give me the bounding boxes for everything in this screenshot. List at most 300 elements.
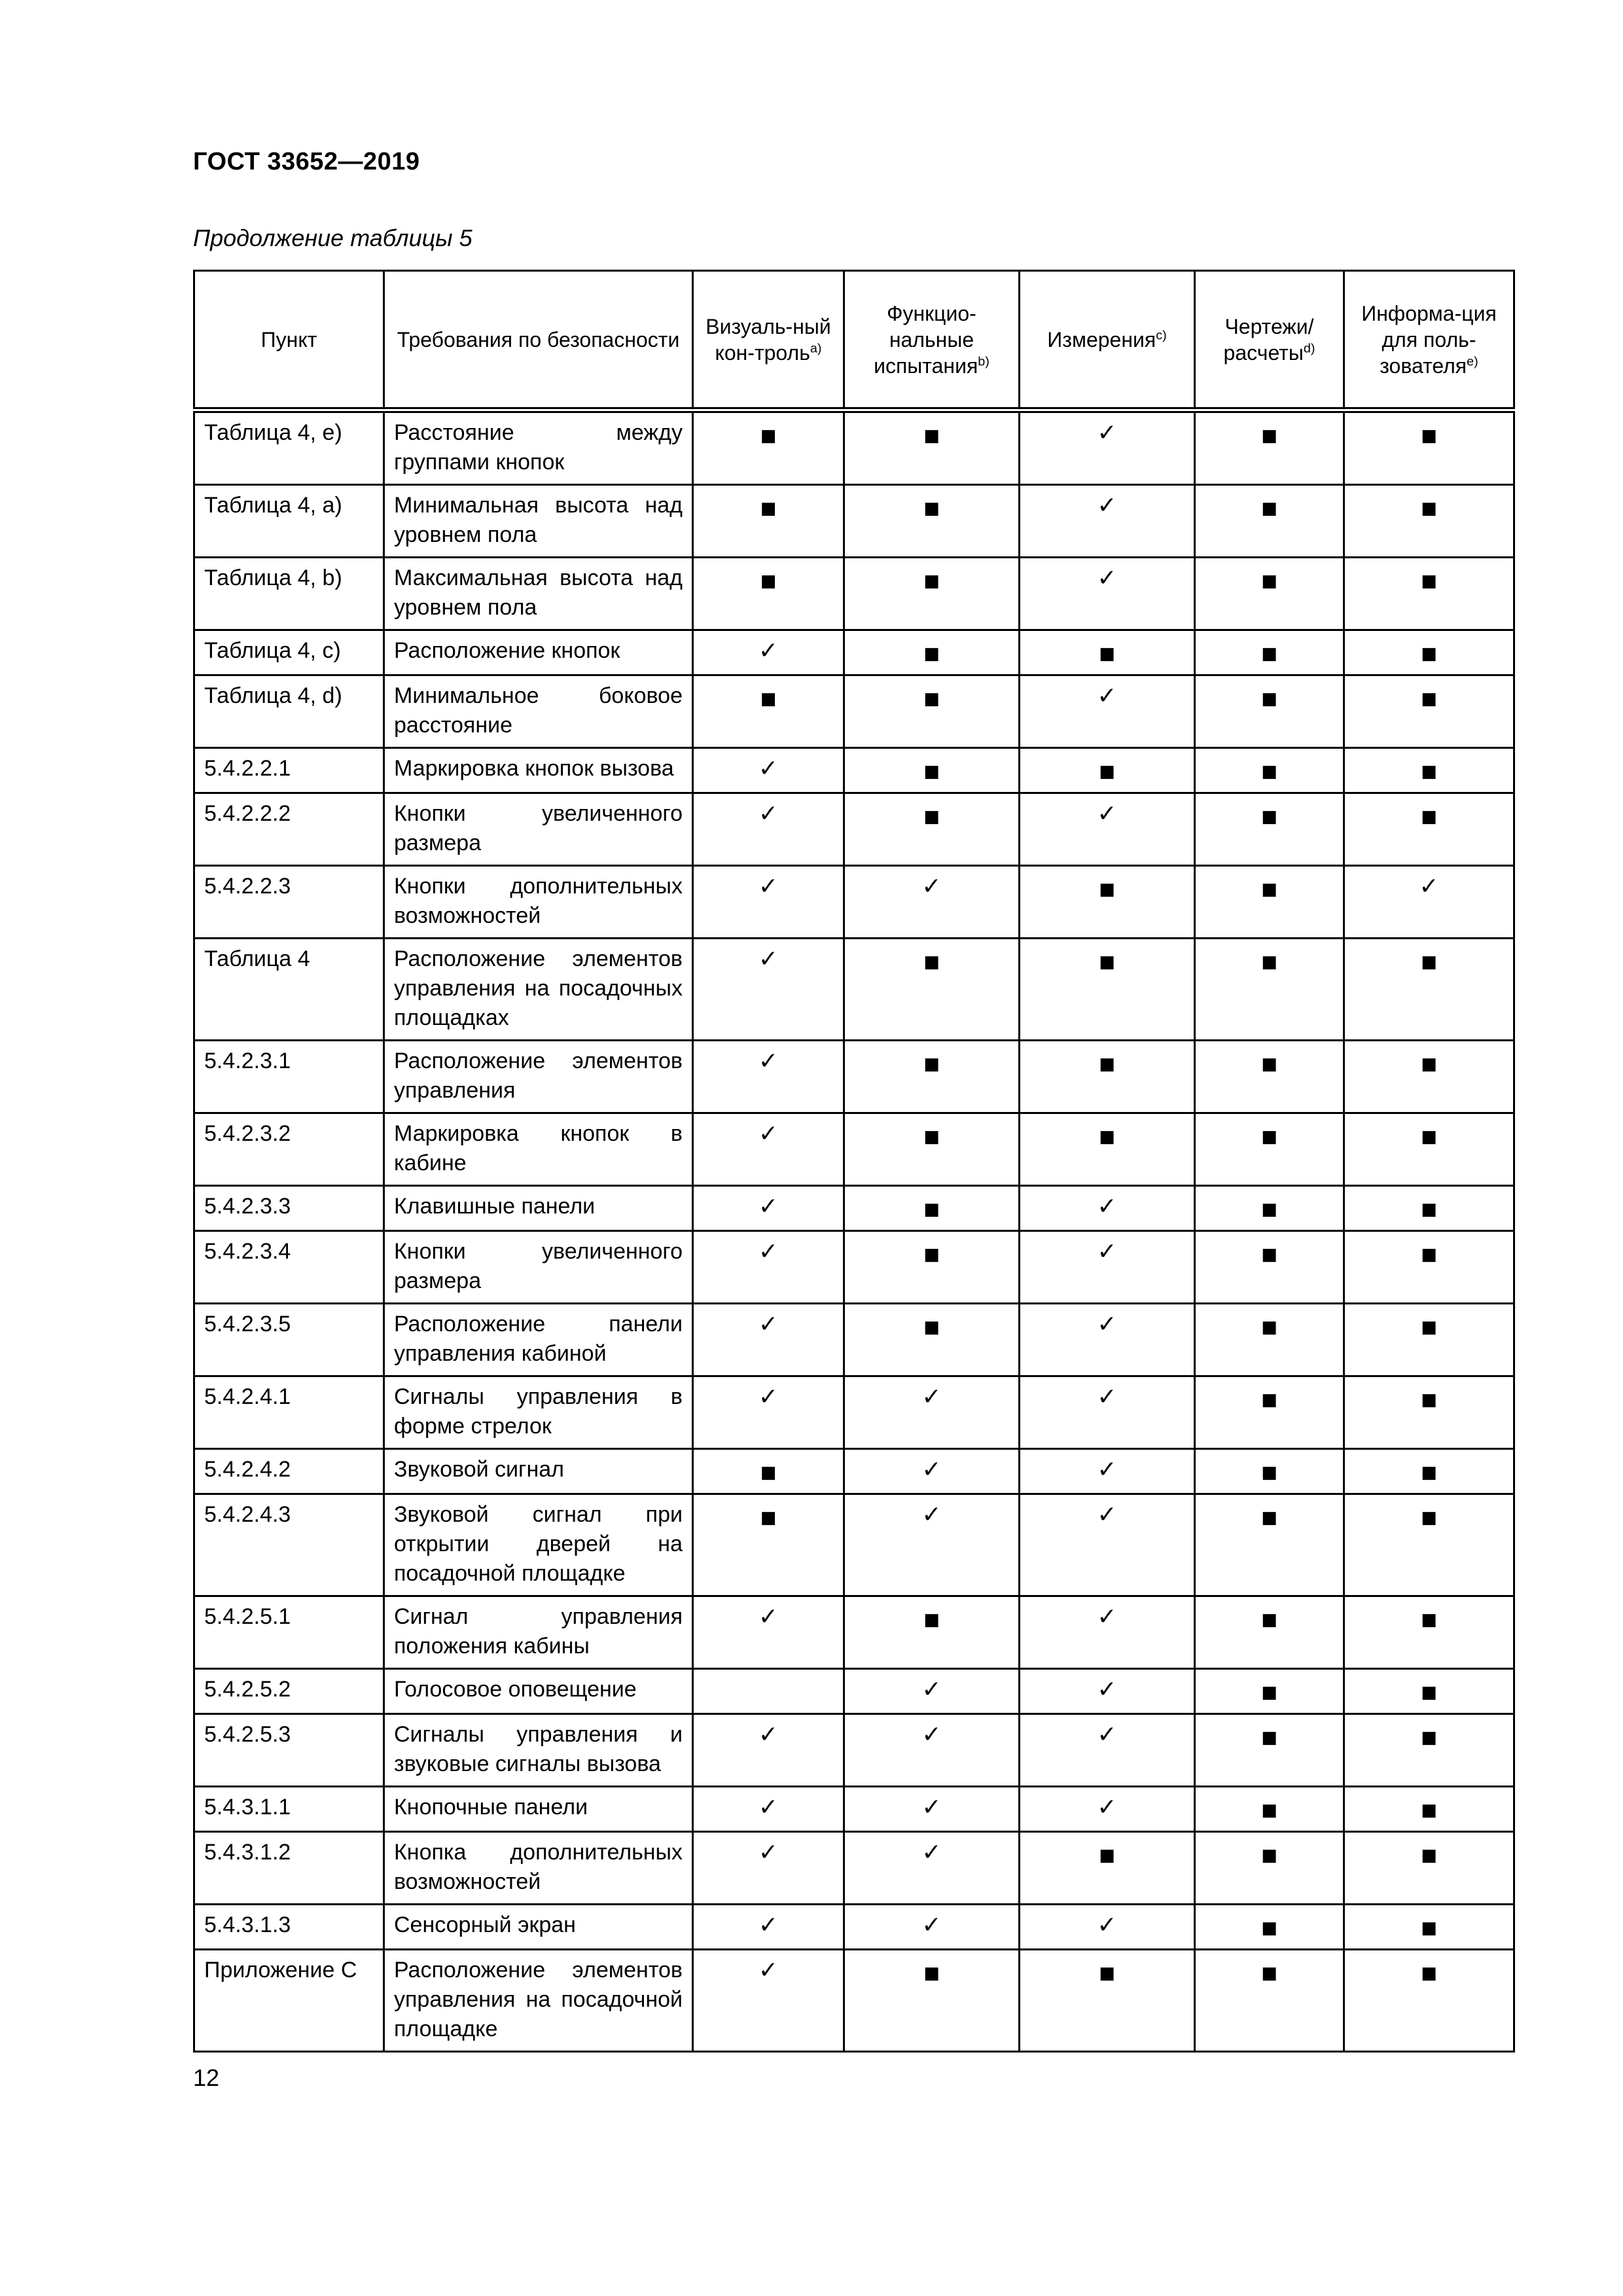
requirement-cell: Минимальная высота над уровнем пола [384,485,693,558]
requirement-cell: Кнопки увеличенного размера [384,1231,693,1304]
filled-square-icon: ■ [1099,952,1115,972]
mark-cell-functional [844,1113,1020,1186]
requirement-cell: Расстояние между группами кнопок [384,410,693,485]
filled-square-icon: ■ [1261,426,1277,446]
checkmark-icon: ✓ [758,946,779,973]
clause-cell: 5.4.2.5.1 [194,1596,384,1669]
requirement-cell: Маркировка кнопок вызова [384,748,693,793]
checkmark-icon: ✓ [758,1238,779,1265]
column-header-requirements: Требования по безопасности [384,271,693,410]
mark-cell-measurement [1020,1186,1195,1231]
requirement-cell: Расположение элементов управления [384,1041,693,1113]
mark-cell-drawings [1195,1186,1344,1231]
checkmark-icon: ✓ [758,1193,779,1220]
checkmark-icon: ✓ [1097,1384,1117,1410]
filled-square-icon: ■ [1421,1801,1437,1820]
checkmark-icon: ✓ [921,1676,942,1703]
mark-cell-functional [844,485,1020,558]
checkmark-icon: ✓ [758,755,779,782]
filled-square-icon: ■ [923,1127,940,1147]
mark-cell-measurement [1020,939,1195,1041]
mark-cell-drawings [1195,1669,1344,1714]
mark-cell-functional [844,1304,1020,1376]
table-row [194,793,1514,866]
filled-square-icon: ■ [1261,1245,1277,1265]
mark-cell-visual [693,1041,844,1113]
filled-square-icon: ■ [1421,762,1437,781]
clause-cell: 5.4.2.3.4 [194,1231,384,1304]
filled-square-icon: ■ [923,426,940,446]
checkmark-icon: ✓ [1097,1311,1117,1338]
mark-cell-functional [844,1041,1020,1113]
column-header-visual: Визуаль-ный кон-троль$^{a)}$ [693,271,844,410]
mark-cell-measurement [1020,1596,1195,1669]
column-header-functional: Функцио-нальные испытания$^{b)}$ [844,271,1020,410]
mark-cell-drawings [1195,1304,1344,1376]
mark-cell-visual [693,410,844,485]
mark-cell-visual [693,1449,844,1494]
filled-square-icon: ■ [1261,1054,1277,1074]
mark-cell-measurement [1020,558,1195,630]
filled-square-icon: ■ [1421,1918,1437,1938]
checkmark-icon: ✓ [921,1794,942,1821]
checkmark-icon: ✓ [758,1912,779,1939]
mark-cell-user-info [1344,1832,1514,1905]
filled-square-icon: ■ [1261,1728,1277,1748]
requirement-cell: Сигналы управления в форме стрелок [384,1376,693,1449]
mark-cell-drawings [1195,485,1344,558]
requirement-cell: Маркировка кнопок в кабине [384,1113,693,1186]
filled-square-icon: ■ [923,1054,940,1074]
page-number: 12 [193,2064,220,2091]
mark-cell-user-info [1344,1787,1514,1832]
mark-cell-visual [693,748,844,793]
mark-cell-functional [844,1186,1020,1231]
clause-cell: 5.4.2.3.1 [194,1041,384,1113]
table-row [194,630,1514,675]
filled-square-icon: ■ [923,1610,940,1630]
mark-cell-visual [693,1113,844,1186]
filled-square-icon: ■ [923,1318,940,1337]
checkmark-icon: ✓ [1097,1794,1117,1821]
column-header-drawings: Чертежи/ расчеты$^{d)}$ [1195,271,1344,410]
mark-cell-functional [844,748,1020,793]
filled-square-icon: ■ [923,1964,940,1983]
mark-cell-drawings [1195,1905,1344,1950]
mark-cell-measurement [1020,1787,1195,1832]
filled-square-icon: ■ [1421,1390,1437,1410]
table-row [194,1905,1514,1950]
mark-cell-visual [693,485,844,558]
mark-cell-visual [693,939,844,1041]
checkmark-icon: ✓ [921,1456,942,1483]
table-row [194,410,1514,485]
filled-square-icon: ■ [1421,807,1437,827]
requirement-cell: Максимальная высота над уровнем пола [384,558,693,630]
table-row [194,1304,1514,1376]
mark-cell-user-info [1344,793,1514,866]
checkmark-icon: ✓ [921,1721,942,1748]
filled-square-icon: ■ [1421,952,1437,972]
filled-square-icon: ■ [760,426,777,446]
mark-cell-drawings [1195,1787,1344,1832]
mark-cell-measurement [1020,675,1195,748]
mark-cell-user-info [1344,675,1514,748]
checkmark-icon: ✓ [921,1839,942,1866]
filled-square-icon: ■ [1261,644,1277,664]
document-title: ГОСТ 33652—2019 [193,148,420,175]
clause-cell: Таблица 4, e) [194,410,384,485]
filled-square-icon: ■ [1261,1964,1277,1983]
filled-square-icon: ■ [1261,499,1277,518]
mark-cell-drawings [1195,1113,1344,1186]
mark-cell-functional [844,793,1020,866]
clause-cell: 5.4.2.3.3 [194,1186,384,1231]
mark-cell-functional [844,1494,1020,1596]
table-row [194,1494,1514,1596]
mark-cell-drawings [1195,410,1344,485]
mark-cell-user-info [1344,1376,1514,1449]
mark-cell-functional [844,410,1020,485]
clause-cell: Приложение C [194,1950,384,2052]
requirement-cell: Расположение кнопок [384,630,693,675]
filled-square-icon: ■ [1261,762,1277,781]
filled-square-icon: ■ [1421,1127,1437,1147]
clause-cell: 5.4.3.1.3 [194,1905,384,1950]
filled-square-icon: ■ [760,1463,777,1482]
mark-cell-measurement [1020,1950,1195,2052]
mark-cell-functional [844,1669,1020,1714]
checkmark-icon: ✓ [758,873,779,900]
mark-cell-drawings [1195,1376,1344,1449]
filled-square-icon: ■ [923,689,940,709]
mark-cell-drawings [1195,675,1344,748]
column-header-clause: Пункт [194,271,384,410]
checkmark-icon: ✓ [758,800,779,827]
table-row [194,1041,1514,1113]
table-row [194,866,1514,939]
table-row [194,558,1514,630]
clause-cell: 5.4.2.2.1 [194,748,384,793]
filled-square-icon: ■ [923,1200,940,1219]
requirement-cell: Кнопочные панели [384,1787,693,1832]
mark-cell-measurement [1020,1304,1195,1376]
mark-cell-drawings [1195,1950,1344,2052]
filled-square-icon: ■ [923,1245,940,1265]
filled-square-icon: ■ [1261,1801,1277,1820]
filled-square-icon: ■ [923,807,940,827]
requirement-cell: Расположение панели управления кабиной [384,1304,693,1376]
filled-square-icon: ■ [1099,1964,1115,1983]
requirement-cell: Кнопка дополнительных возможностей [384,1832,693,1905]
mark-cell-visual [693,1231,844,1304]
requirement-cell: Клавишные панели [384,1186,693,1231]
checkmark-icon: ✓ [1097,683,1117,709]
filled-square-icon: ■ [760,499,777,518]
filled-square-icon: ■ [1421,1054,1437,1074]
mark-cell-visual [693,675,844,748]
mark-cell-user-info [1344,1669,1514,1714]
checkmark-icon: ✓ [758,1311,779,1338]
mark-cell-functional [844,866,1020,939]
checkmark-icon: ✓ [758,1957,779,1984]
requirements-table [193,270,1515,2053]
mark-cell-user-info [1344,1494,1514,1596]
checkmark-icon: ✓ [1097,1604,1117,1630]
mark-cell-visual [693,1186,844,1231]
mark-cell-measurement [1020,1905,1195,1950]
clause-cell: Таблица 4, b) [194,558,384,630]
table-row [194,1596,1514,1669]
filled-square-icon: ■ [923,644,940,664]
mark-cell-measurement [1020,866,1195,939]
mark-cell-drawings [1195,748,1344,793]
filled-square-icon: ■ [923,571,940,591]
filled-square-icon: ■ [1421,571,1437,591]
table-row [194,1231,1514,1304]
checkmark-icon: ✓ [758,1721,779,1748]
table-header-row [194,271,1514,410]
checkmark-icon: ✓ [1097,1912,1117,1939]
filled-square-icon: ■ [760,1508,777,1528]
table-row [194,1832,1514,1905]
clause-cell: 5.4.2.4.3 [194,1494,384,1596]
mark-cell-measurement [1020,410,1195,485]
requirement-cell: Сенсорный экран [384,1905,693,1950]
table-row [194,1449,1514,1494]
column-header-measurement: Измерения$^{c)}$ [1020,271,1195,410]
checkmark-icon: ✓ [758,1794,779,1821]
filled-square-icon: ■ [1421,1683,1437,1702]
filled-square-icon: ■ [760,571,777,591]
mark-cell-measurement [1020,1113,1195,1186]
table-row [194,748,1514,793]
clause-cell: 5.4.2.3.2 [194,1113,384,1186]
mark-cell-user-info [1344,1596,1514,1669]
mark-cell-measurement [1020,1041,1195,1113]
requirement-cell: Звуковой сигнал при открытии дверей на посадочной площадке [384,1494,693,1596]
mark-cell-drawings [1195,1832,1344,1905]
filled-square-icon: ■ [1421,1964,1437,1983]
mark-cell-drawings [1195,1449,1344,1494]
checkmark-icon: ✓ [1097,1501,1117,1528]
checkmark-icon: ✓ [1097,1456,1117,1483]
mark-cell-user-info [1344,748,1514,793]
mark-cell-functional [844,1950,1020,2052]
table-body [194,410,1514,2052]
mark-cell-user-info [1344,630,1514,675]
clause-cell: 5.4.2.4.1 [194,1376,384,1449]
mark-cell-user-info [1344,866,1514,939]
mark-cell-visual [693,630,844,675]
mark-cell-drawings [1195,1714,1344,1787]
checkmark-icon: ✓ [1097,420,1117,446]
mark-cell-drawings [1195,558,1344,630]
mark-cell-visual [693,1787,844,1832]
filled-square-icon: ■ [1421,1610,1437,1630]
requirement-cell: Расположение элементов управления на посадочной площадке [384,1950,693,2052]
mark-cell-visual [693,1596,844,1669]
checkmark-icon: ✓ [1097,1193,1117,1220]
filled-square-icon: ■ [1421,1318,1437,1337]
table-row [194,1669,1514,1714]
mark-cell-functional [844,558,1020,630]
mark-cell-functional [844,1714,1020,1787]
filled-square-icon: ■ [1099,644,1115,664]
filled-square-icon: ■ [923,499,940,518]
checkmark-icon: ✓ [921,873,942,900]
mark-cell-user-info [1344,485,1514,558]
filled-square-icon: ■ [1261,1918,1277,1938]
mark-cell-functional [844,1596,1020,1669]
mark-cell-measurement [1020,1494,1195,1596]
checkmark-icon: ✓ [758,1604,779,1630]
mark-cell-drawings [1195,630,1344,675]
checkmark-icon: ✓ [921,1501,942,1528]
mark-cell-measurement [1020,630,1195,675]
checkmark-icon: ✓ [921,1912,942,1939]
filled-square-icon: ■ [1099,762,1115,781]
filled-square-icon: ■ [1421,426,1437,446]
clause-cell: Таблица 4, a) [194,485,384,558]
mark-cell-user-info [1344,1186,1514,1231]
mark-cell-measurement [1020,793,1195,866]
filled-square-icon: ■ [1421,499,1437,518]
mark-cell-user-info [1344,1449,1514,1494]
filled-square-icon: ■ [1099,880,1115,899]
table-row [194,1714,1514,1787]
mark-cell-drawings [1195,1494,1344,1596]
mark-cell-user-info [1344,1714,1514,1787]
table-row [194,1950,1514,2052]
filled-square-icon: ■ [1261,1846,1277,1865]
mark-cell-user-info [1344,1905,1514,1950]
mark-cell-user-info [1344,1041,1514,1113]
mark-cell-visual [693,558,844,630]
filled-square-icon: ■ [923,952,940,972]
mark-cell-visual [693,866,844,939]
checkmark-icon: ✓ [758,1121,779,1147]
filled-square-icon: ■ [1261,571,1277,591]
checkmark-icon: ✓ [1097,492,1117,519]
mark-cell-measurement [1020,1669,1195,1714]
filled-square-icon: ■ [1099,1127,1115,1147]
filled-square-icon: ■ [1261,1508,1277,1528]
checkmark-icon: ✓ [1097,1721,1117,1748]
mark-cell-measurement [1020,748,1195,793]
mark-cell-measurement [1020,1449,1195,1494]
clause-cell: 5.4.3.1.1 [194,1787,384,1832]
requirement-cell: Сигнал управления положения кабины [384,1596,693,1669]
mark-cell-visual [693,1832,844,1905]
mark-cell-drawings [1195,1596,1344,1669]
filled-square-icon: ■ [1261,1318,1277,1337]
mark-cell-drawings [1195,793,1344,866]
table-row [194,485,1514,558]
clause-cell: 5.4.2.2.2 [194,793,384,866]
mark-cell-functional [844,1905,1020,1950]
mark-cell-functional [844,1449,1020,1494]
mark-cell-user-info [1344,939,1514,1041]
mark-cell-functional [844,630,1020,675]
mark-cell-visual [693,1905,844,1950]
filled-square-icon: ■ [1421,1245,1437,1265]
clause-cell: Таблица 4 [194,939,384,1041]
clause-cell: Таблица 4, d) [194,675,384,748]
mark-cell-visual [693,1304,844,1376]
mark-cell-drawings [1195,1231,1344,1304]
checkmark-icon: ✓ [1097,1238,1117,1265]
filled-square-icon: ■ [923,762,940,781]
mark-cell-functional [844,1376,1020,1449]
filled-square-icon: ■ [1099,1054,1115,1074]
checkmark-icon: ✓ [1097,565,1117,592]
mark-cell-measurement [1020,1714,1195,1787]
table-row [194,1186,1514,1231]
mark-cell-visual [693,1950,844,2052]
filled-square-icon: ■ [1261,1610,1277,1630]
mark-cell-user-info [1344,410,1514,485]
filled-square-icon: ■ [760,689,777,709]
checkmark-icon: ✓ [1097,1676,1117,1703]
filled-square-icon: ■ [1421,1200,1437,1219]
clause-cell: Таблица 4, c) [194,630,384,675]
requirement-cell: Расположение элементов управления на посадочных площадках [384,939,693,1041]
mark-cell-visual [693,1376,844,1449]
checkmark-icon: ✓ [758,1048,779,1075]
requirement-cell: Кнопки увеличенного размера [384,793,693,866]
requirement-cell: Звуковой сигнал [384,1449,693,1494]
mark-cell-drawings [1195,1041,1344,1113]
mark-cell-functional [844,1832,1020,1905]
mark-cell-visual [693,1494,844,1596]
checkmark-icon: ✓ [758,1384,779,1410]
filled-square-icon: ■ [1421,1508,1437,1528]
requirement-cell: Сигналы управления и звуковые сигналы вызова [384,1714,693,1787]
filled-square-icon: ■ [1099,1846,1115,1865]
table-row [194,939,1514,1041]
mark-cell-user-info [1344,1113,1514,1186]
requirement-cell: Кнопки дополнительных возможностей [384,866,693,939]
filled-square-icon: ■ [1261,880,1277,899]
table-row [194,675,1514,748]
mark-cell-visual [693,1669,844,1714]
filled-square-icon: ■ [1261,1683,1277,1702]
filled-square-icon: ■ [1261,1200,1277,1219]
table-caption: Продолжение таблицы 5 [193,224,473,251]
filled-square-icon: ■ [1261,1127,1277,1147]
filled-square-icon: ■ [1421,644,1437,664]
mark-cell-visual [693,793,844,866]
mark-cell-functional [844,1787,1020,1832]
mark-cell-user-info [1344,558,1514,630]
filled-square-icon: ■ [1421,1846,1437,1865]
clause-cell: 5.4.2.5.3 [194,1714,384,1787]
filled-square-icon: ■ [1261,807,1277,827]
filled-square-icon: ■ [1261,689,1277,709]
filled-square-icon: ■ [1421,689,1437,709]
mark-cell-measurement [1020,1832,1195,1905]
clause-cell: 5.4.2.3.5 [194,1304,384,1376]
clause-cell: 5.4.2.2.3 [194,866,384,939]
checkmark-icon: ✓ [758,637,779,664]
mark-cell-user-info [1344,1950,1514,2052]
checkmark-icon: ✓ [1097,800,1117,827]
filled-square-icon: ■ [1261,1463,1277,1482]
mark-cell-measurement [1020,1376,1195,1449]
mark-cell-user-info [1344,1304,1514,1376]
mark-cell-drawings [1195,866,1344,939]
